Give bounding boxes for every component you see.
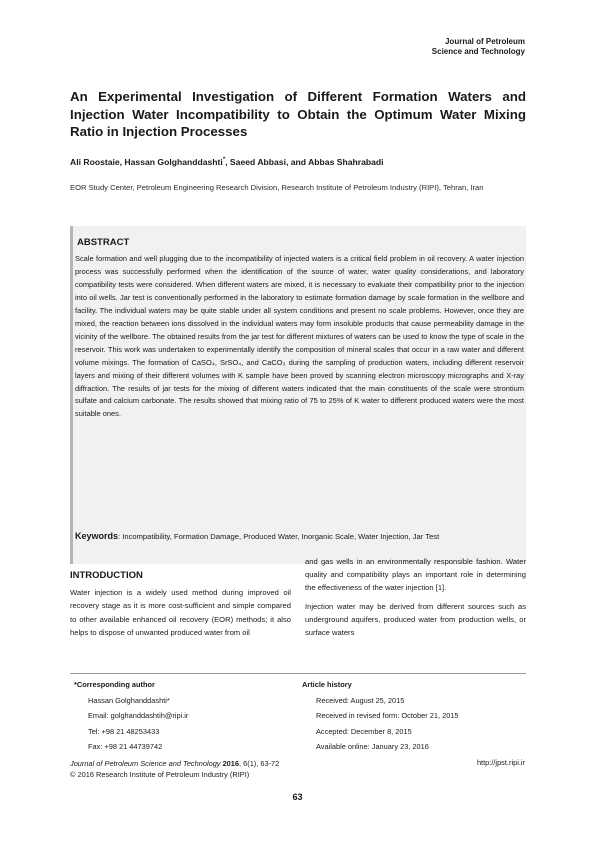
citation-issue: , 6(1), 63-72 <box>239 759 280 768</box>
corresponding-author-note <box>74 677 188 755</box>
citation-year: 2016 <box>220 759 240 768</box>
journal-name-line1: Journal of Petroleum <box>444 37 525 46</box>
article-history <box>302 677 459 755</box>
affiliation: EOR Study Center, Petroleum Engineering Research Division, Research Institute of Petroleum Industry (RIPI), Tehran, Iran <box>70 183 484 192</box>
journal-header <box>432 37 525 57</box>
abstract-text: Scale formation and well plugging due to the incompatibility of injected waters is a critical field problem in oil recovery. A water injection process was successfully performed when the identification of the source of water, water quality considerations, and laboratory compatibility tests were considered. When different waters are mixed, it is necessary to evaluate their compatibility prior to the injection into oil wells. Jar test is conventionally performed in the laboratory to estimate formation damage by scale formation in the wellbore and facility. The individual waters may be quite stable under all system conditions and present no scale problems. However, once they are mixed, the reaction between ions dissolved in the individual waters may form insoluble products that cause permeability damage in the vicinity of the wellbore. The obtained results from the jar test for different mixtures of waters can be used to know the type of scale in the reservoir. This work was undertaken to experimentally identify the composition of mineral scales that occur in a raw water and different volume mixings. The formation of CaSO₄, SrSO₄, and CaCO₃ during the sampling of production waters, including different reservoir layers and mixing of their different volumes with K sample have been proved by scanning electron microscopy micrographs and X-ray diffraction. The results of jar tests for the mixing of different waters indicated that the main constituents of the scale were strontium sulfate and calcium carbonate. The results showed that mixing ratio of 75 to 25% of K water to different produced waters were the most suitable ones. <box>75 254 524 419</box>
authors-first: Ali Roostaie, Hassan Golghanddashti <box>70 157 223 167</box>
paper-title: An Experimental Investigation of Different Formation Waters and Injection Water Incompatibility to Obtain the Optimum Water Mixing Ratio in Injection Processes <box>70 89 526 139</box>
citation-line <box>70 758 279 769</box>
copyright: © 2016 Research Institute of Petroleum Industry (RIPI) <box>70 770 250 779</box>
page-number: 63 <box>292 792 303 802</box>
intro-paragraph-3: Injection water may be derived from different sources such as underground aquifers, produced water from production wells, or surface waters <box>305 601 526 638</box>
footnote-divider <box>70 673 526 674</box>
intro-paragraph-2: and gas wells in an environmentally responsible fashion. Water quality and compatibility plays an important role in determining the effectiveness of the water injection [1]. <box>305 557 526 593</box>
corresponding-fax: Fax: +98 21 44739742 <box>88 742 163 751</box>
journal-url[interactable]: http://jpst.ripi.ir <box>476 758 525 767</box>
abstract-heading: ABSTRACT <box>77 237 130 248</box>
history-online: Available online: January 23, 2016 <box>316 742 429 751</box>
intro-paragraph-1: Water injection is a widely used method during improved oil recovery stage as it is more cost-sufficient and simple compared to other available enhanced oil recovery (EOR) methods; it also helps to dispose of unwanted produced water from oil <box>70 588 291 637</box>
intro-heading: INTRODUCTION <box>70 570 143 581</box>
corresponding-mark: * <box>222 157 226 164</box>
footer-citation <box>70 758 279 780</box>
journal-name-line2: Science and Technology <box>431 47 525 56</box>
history-revised: Received in revised form: October 21, 2015 <box>316 711 459 720</box>
keywords-label: Keywords <box>75 531 119 541</box>
abstract-box <box>70 226 526 564</box>
corresponding-tel: Tel: +98 21 48253433 <box>88 726 160 736</box>
history-label: Article history <box>302 680 352 689</box>
intro-column-left <box>70 569 291 644</box>
authors-rest: , Saeed Abbasi, and Abbas Shahrabadi <box>225 157 384 167</box>
author-list <box>70 157 526 167</box>
keywords-list: : Incompatibility, Formation Damage, Produced Water, Inorganic Scale, Water Injection, Jar Test <box>118 532 440 541</box>
history-received: Received: August 25, 2015 <box>316 695 405 705</box>
corresponding-name: Hassan Golghanddashti* <box>88 695 170 705</box>
corresponding-email: Email: golghanddashtih@ripi.ir <box>88 711 189 720</box>
corresponding-label: *Corresponding author <box>74 680 155 689</box>
keywords <box>75 530 524 543</box>
history-accepted: Accepted: December 8, 2015 <box>316 726 412 736</box>
citation-journal: Journal of Petroleum Science and Technology <box>70 759 221 768</box>
intro-column-right <box>305 555 526 644</box>
